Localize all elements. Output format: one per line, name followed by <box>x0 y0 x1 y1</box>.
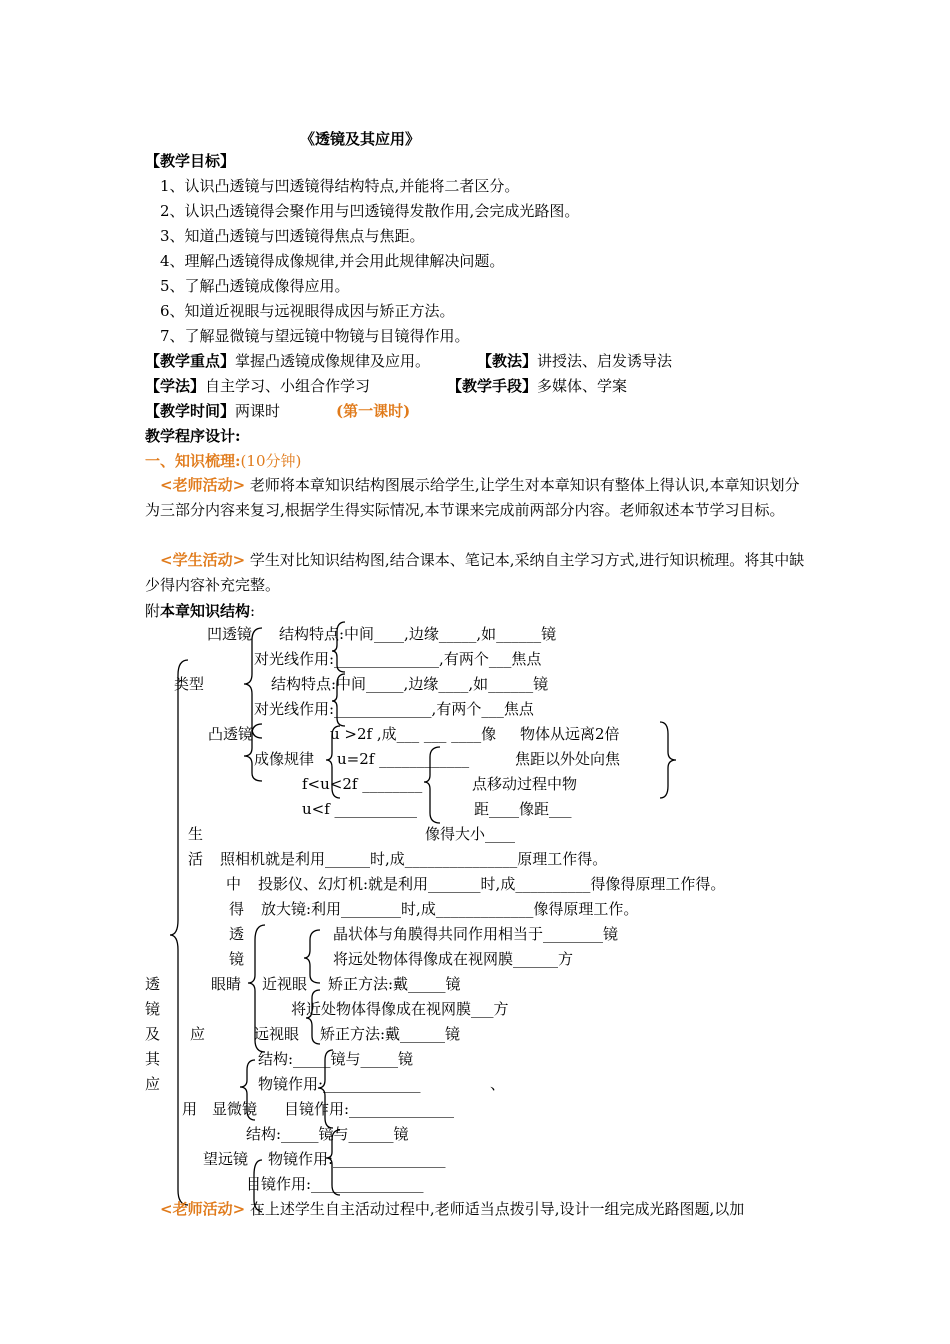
time-line <box>145 401 280 421</box>
brace-type <box>244 628 262 738</box>
means-line <box>447 376 627 396</box>
student-text: 学生对比知识结构图,结合课本、笔记本,采纳自主学习方式,进行知识梳理。将其中缺少得内容补充完整。 <box>145 551 805 594</box>
program-heading: 教学程序设计: <box>145 427 241 445</box>
study-text: 自主学习、小组合作学习 <box>205 377 371 395</box>
method-line <box>477 351 672 371</box>
method-label: 【教法】 <box>477 352 538 370</box>
diagram-char: 用 <box>182 1100 198 1118</box>
diagram-char: 活 <box>188 850 204 868</box>
diagram-char: 镜 <box>229 950 245 968</box>
diagram-text: 将近处物体得像成在视网膜___方 <box>291 1000 509 1018</box>
diagram-text: u=2f ____________ <box>337 750 470 768</box>
diagram-text: f<u<2f ________ <box>302 775 423 793</box>
objective-item: 5、了解凸透镜成像得应用。 <box>160 277 350 295</box>
diagram-char: 中 <box>226 875 242 893</box>
diagram-char: 及 <box>145 1025 161 1043</box>
diagram-char: 镜 <box>145 1000 161 1018</box>
diagram-char: 透 <box>145 975 161 993</box>
diagram-text: 距____像距___ <box>474 800 572 818</box>
diagram-char: 生 <box>188 825 204 843</box>
diagram-text: 物镜作用:_______________ <box>268 1150 446 1168</box>
diagram-type: 类型 <box>174 675 205 693</box>
diagram-text: 结构:_____镜与______镜 <box>246 1125 409 1143</box>
diagram-text: 对光线作用:______________,有两个___焦点 <box>254 650 542 668</box>
appendix-colon: : <box>250 602 256 620</box>
diagram-char: 、 <box>490 1075 506 1093</box>
section1-duration: (10分钟) <box>240 452 302 470</box>
diagram-text: u >2f ,成___ ___ ____像 <box>330 725 497 743</box>
diagram-text: 目镜作用:______________ <box>284 1100 455 1118</box>
diagram-char: 应 <box>190 1025 206 1043</box>
keypoint-text: 掌握凸透镜成像规律及应用。 <box>235 352 431 370</box>
diagram-text: 结构:_____镜与_____镜 <box>258 1050 414 1068</box>
diagram-text: 对光线作用:_____________,有两个___焦点 <box>254 700 534 718</box>
appendix-title: 本章知识结构 <box>160 602 251 620</box>
method-text: 讲授法、启发诱导法 <box>537 352 673 370</box>
teacher-text-2: 在上述学生自主活动过程中,老师适当点拨引导,设计一组完成光路图题,以加 <box>249 1200 745 1218</box>
diagram-text: 矫正方法:戴_____镜 <box>328 975 461 993</box>
keypoint-label: 【教学重点】 <box>145 352 236 370</box>
diagram-text: 点移动过程中物 <box>472 775 578 793</box>
diagram-text: 像得大小____ <box>425 825 516 843</box>
objective-item: 6、知道近视眼与远视眼得成因与矫正方法。 <box>160 302 455 320</box>
diagram-telescope: 望远镜 <box>203 1150 249 1168</box>
student-tag: <学生活动> <box>160 551 246 569</box>
diagram-text: 物镜作用:_____________ <box>258 1075 421 1093</box>
diagram-text: 投影仪、幻灯机:就是利用_______时,成__________得像得原理工作得。 <box>258 875 726 893</box>
objective-item: 1、认识凸透镜与凹透镜得结构特点,并能将二者区分。 <box>160 177 520 195</box>
teacher-text: 老师将本章知识结构图展示给学生,让学生对本章知识有整体上得认识,本章知识划分为三部分内容来复习,根据学生得实际情况,本节课来完成前两部分内容。老师叙述本节学习目标。 <box>145 476 800 519</box>
teacher-activity <box>145 473 810 523</box>
objective-item: 2、认识凸透镜得会聚作用与凹透镜得发散作用,会完成光路图。 <box>160 202 580 220</box>
appendix-line <box>145 601 255 621</box>
objectives-heading: 【教学目标】 <box>145 152 236 170</box>
objective-item: 3、知道凸透镜与凹透镜得焦点与焦距。 <box>160 227 425 245</box>
study-line <box>145 376 370 396</box>
diagram-text: 放大镜:利用________时,成_____________像得原理工作。 <box>261 900 639 918</box>
study-label: 【学法】 <box>145 377 206 395</box>
section1-line <box>145 451 301 471</box>
teacher-activity-2 <box>160 1199 744 1219</box>
teacher-tag: <老师活动> <box>160 476 246 494</box>
diagram-concave: 凹透镜 <box>207 625 253 643</box>
means-text: 多媒体、学案 <box>537 377 628 395</box>
diagram-char: 得 <box>229 900 245 918</box>
diagram-text: 目镜作用:_______________ <box>246 1175 424 1193</box>
appendix-prefix: 附 <box>145 602 161 620</box>
diagram-text: 晶状体与角膜得共同作用相当于________镜 <box>333 925 619 943</box>
period-label: (第一课时) <box>336 402 411 420</box>
diagram-imaging-rules: 成像规律 <box>254 750 315 768</box>
diagram-text: 矫正方法:戴______镜 <box>320 1025 461 1043</box>
student-activity <box>145 548 810 598</box>
objective-item: 4、理解凸透镜得成像规律,并会用此规律解决问题。 <box>160 252 505 270</box>
diagram-text: u<f ___________ <box>302 800 418 818</box>
diagram-char: 应 <box>145 1075 161 1093</box>
diagram-char: 其 <box>145 1050 161 1068</box>
keypoint-line <box>145 351 430 371</box>
diagram-myopia: 近视眼 <box>262 975 308 993</box>
diagram-hyperopia: 远视眼 <box>254 1025 300 1043</box>
brace-imaging-close <box>660 722 676 798</box>
diagram-text: 照相机就是利用______时,成_______________原理工作得。 <box>220 850 608 868</box>
means-label: 【教学手段】 <box>447 377 538 395</box>
section1-heading: 一、知识梳理: <box>145 452 241 470</box>
objective-item: 7、了解显微镜与望远镜中物镜与目镜得作用。 <box>160 327 470 345</box>
diagram-eye: 眼睛 <box>211 975 242 993</box>
time-label: 【教学时间】 <box>145 402 236 420</box>
diagram-text: 物体从远离2倍 <box>520 725 620 743</box>
diagram-text: 结构特点:中间____,边缘_____,如______镜 <box>279 625 557 643</box>
diagram-char: 透 <box>229 925 245 943</box>
diagram-text: 将远处物体得像成在视网膜______方 <box>333 950 574 968</box>
diagram-microscope: 显微镜 <box>212 1100 258 1118</box>
diagram-text: 结构特点:中间_____,边缘____,如______镜 <box>271 675 549 693</box>
diagram-convex: 凸透镜 <box>208 725 254 743</box>
page-title: 《透镜及其应用》 <box>300 130 421 148</box>
teacher-tag-2: <老师活动> <box>160 1200 246 1218</box>
diagram-text: 焦距以外处向焦 <box>515 750 621 768</box>
brace-main <box>170 660 188 1205</box>
time-text: 两课时 <box>235 402 281 420</box>
